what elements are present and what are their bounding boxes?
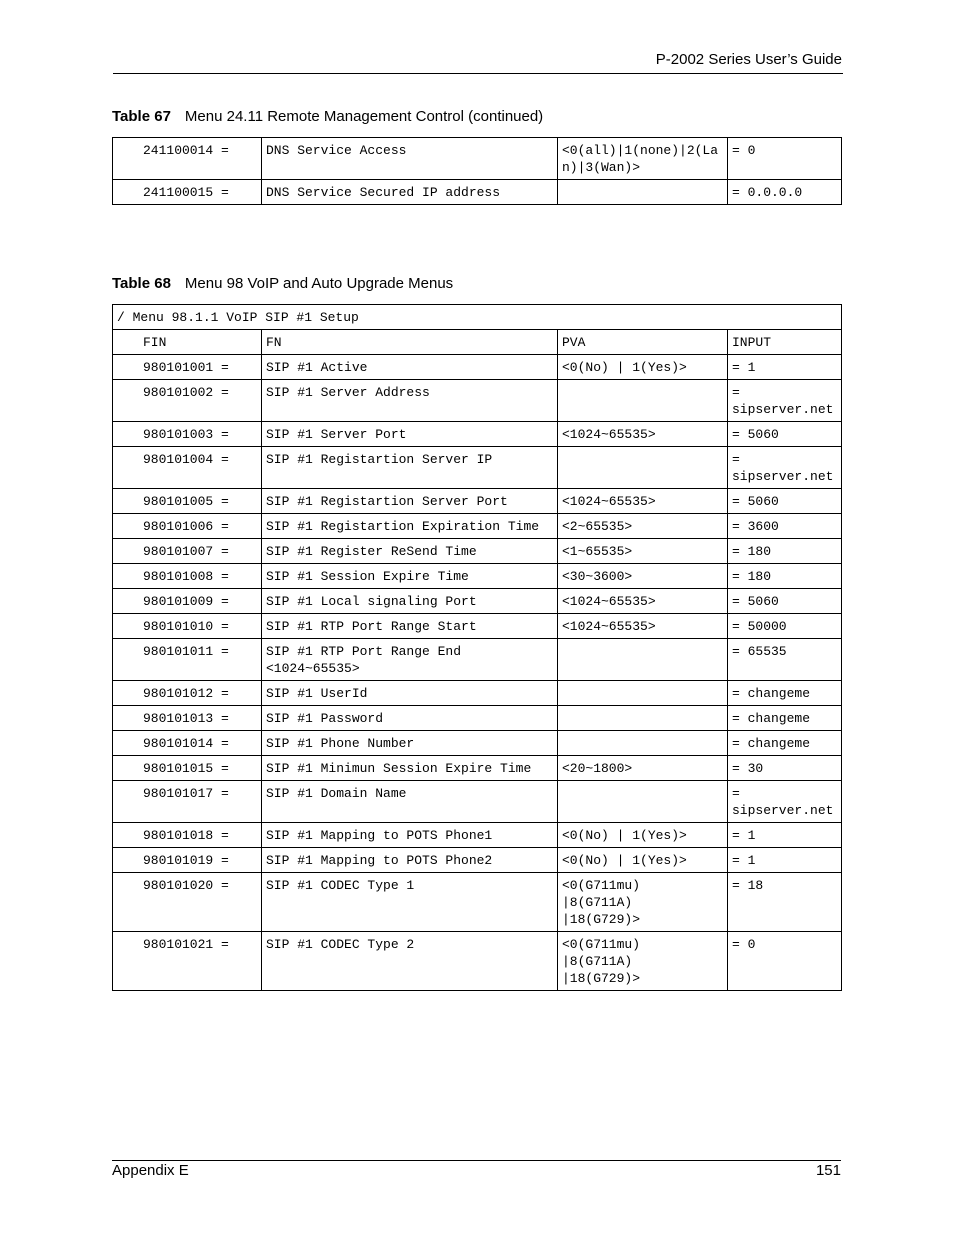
table-row [113, 639, 842, 681]
pva-cell: <0(No) | 1(Yes)> [558, 848, 728, 873]
column-header-fn: FN [262, 330, 558, 355]
fn-cell: SIP #1 Domain Name [262, 781, 558, 823]
pva-cell: <1024~65535> [558, 589, 728, 614]
fin-cell: 980101017 = [113, 781, 262, 823]
input-cell: = changeme [728, 706, 842, 731]
pva-cell: <1024~65535> [558, 422, 728, 447]
input-cell: = changeme [728, 731, 842, 756]
table-row [113, 706, 842, 731]
table-row [113, 422, 842, 447]
table68-caption-label: Table 68 [112, 275, 171, 292]
menu-title: / Menu 98.1.1 VoIP SIP #1 Setup [113, 305, 842, 330]
input-cell: = sipserver.net [728, 380, 842, 422]
fin-cell: 241100015 = [113, 180, 262, 205]
fin-cell: 980101021 = [113, 932, 262, 991]
input-cell: = 0.0.0.0 [728, 180, 842, 205]
fn-cell: SIP #1 Session Expire Time [262, 564, 558, 589]
pva-cell [558, 731, 728, 756]
footer-rule [112, 1160, 841, 1161]
table-row [113, 589, 842, 614]
pva-cell: <1024~65535> [558, 489, 728, 514]
fin-cell: 980101009 = [113, 589, 262, 614]
fin-cell: 980101004 = [113, 447, 262, 489]
fin-cell: 980101001 = [113, 355, 262, 380]
pva-cell [558, 180, 728, 205]
footer-page-number: 151 [815, 1162, 841, 1179]
table-row [113, 380, 842, 422]
input-cell: = 1 [728, 848, 842, 873]
fin-cell: 980101005 = [113, 489, 262, 514]
pva-cell: <20~1800> [558, 756, 728, 781]
pva-cell: <30~3600> [558, 564, 728, 589]
input-cell: = 3600 [728, 514, 842, 539]
table-row [113, 823, 842, 848]
pva-cell [558, 447, 728, 489]
fn-cell: SIP #1 Local signaling Port [262, 589, 558, 614]
fin-cell: 980101011 = [113, 639, 262, 681]
table-row [113, 180, 842, 205]
pva-cell: <2~65535> [558, 514, 728, 539]
table-row [113, 731, 842, 756]
input-cell: = sipserver.net [728, 781, 842, 823]
table-row [113, 781, 842, 823]
fn-cell: SIP #1 Phone Number [262, 731, 558, 756]
pva-cell: <0(G711mu) |8(G711A) |18(G729)> [558, 932, 728, 991]
fn-cell: SIP #1 Registartion Server IP [262, 447, 558, 489]
table67-caption-text: Menu 24.11 Remote Management Control (continued) [184, 108, 544, 125]
input-cell: = 1 [728, 823, 842, 848]
fn-cell: SIP #1 RTP Port Range Start [262, 614, 558, 639]
fn-cell: SIP #1 Minimun Session Expire Time [262, 756, 558, 781]
input-cell: = 180 [728, 539, 842, 564]
input-cell: = 65535 [728, 639, 842, 681]
input-cell: = 180 [728, 564, 842, 589]
header-rule [113, 73, 843, 74]
fin-cell: 980101012 = [113, 681, 262, 706]
fn-cell: SIP #1 Active [262, 355, 558, 380]
fin-cell: 980101015 = [113, 756, 262, 781]
fin-cell: 980101018 = [113, 823, 262, 848]
fin-cell: 980101014 = [113, 731, 262, 756]
table-row [113, 539, 842, 564]
input-cell: = 5060 [728, 589, 842, 614]
column-header-fin: FIN [113, 330, 262, 355]
input-cell: = 18 [728, 873, 842, 932]
fn-cell: SIP #1 Server Address [262, 380, 558, 422]
pva-cell: <1024~65535> [558, 614, 728, 639]
table-row [113, 355, 842, 380]
table67-caption-label: Table 67 [112, 108, 171, 125]
fn-cell: SIP #1 Server Port [262, 422, 558, 447]
table-row [113, 873, 842, 932]
pva-cell: <0(G711mu) |8(G711A) |18(G729)> [558, 873, 728, 932]
column-header-pva: PVA [558, 330, 728, 355]
fin-cell: 980101007 = [113, 539, 262, 564]
fin-cell: 980101019 = [113, 848, 262, 873]
input-cell: = changeme [728, 681, 842, 706]
input-cell: = 1 [728, 355, 842, 380]
table68-caption-text: Menu 98 VoIP and Auto Upgrade Menus [184, 275, 454, 292]
pva-cell [558, 706, 728, 731]
pva-cell [558, 380, 728, 422]
table67-body [113, 138, 842, 205]
fn-cell: DNS Service Secured IP address [262, 180, 558, 205]
fin-cell: 241100014 = [113, 138, 262, 180]
table-row [113, 447, 842, 489]
fn-cell: SIP #1 Password [262, 706, 558, 731]
pva-cell: <0(all)|1(none)|2(Lan)|3(Wan)> [558, 138, 728, 180]
fin-cell: 980101008 = [113, 564, 262, 589]
table68 [112, 304, 842, 991]
pva-cell: <1~65535> [558, 539, 728, 564]
fn-cell: DNS Service Access [262, 138, 558, 180]
table67 [112, 137, 842, 205]
table68-body [113, 305, 842, 991]
fin-cell: 980101020 = [113, 873, 262, 932]
input-cell: = 0 [728, 932, 842, 991]
table67-caption [112, 108, 543, 125]
table68-menu-title-row [113, 305, 842, 330]
running-header-title: P-2002 Series User’s Guide [655, 51, 842, 68]
table-row [113, 564, 842, 589]
input-cell: = 5060 [728, 422, 842, 447]
pva-cell: <0(No) | 1(Yes)> [558, 823, 728, 848]
table-row [113, 932, 842, 991]
input-cell: = 0 [728, 138, 842, 180]
fin-cell: 980101013 = [113, 706, 262, 731]
table-row [113, 681, 842, 706]
input-cell: = 5060 [728, 489, 842, 514]
fn-cell: SIP #1 UserId [262, 681, 558, 706]
fn-cell: SIP #1 Registartion Server Port [262, 489, 558, 514]
fn-cell: SIP #1 CODEC Type 1 [262, 873, 558, 932]
fn-cell: SIP #1 Register ReSend Time [262, 539, 558, 564]
table-row [113, 489, 842, 514]
footer-section: Appendix E [112, 1162, 189, 1179]
table-row [113, 514, 842, 539]
fn-cell: SIP #1 Registartion Expiration Time [262, 514, 558, 539]
table68-caption [112, 275, 453, 292]
column-header-input: INPUT [728, 330, 842, 355]
fin-cell: 980101003 = [113, 422, 262, 447]
pva-cell [558, 639, 728, 681]
fin-cell: 980101006 = [113, 514, 262, 539]
fn-cell: SIP #1 Mapping to POTS Phone1 [262, 823, 558, 848]
table68-header-row [113, 330, 842, 355]
table-row [113, 848, 842, 873]
fn-cell: SIP #1 CODEC Type 2 [262, 932, 558, 991]
input-cell: = 50000 [728, 614, 842, 639]
fin-cell: 980101010 = [113, 614, 262, 639]
table-row [113, 614, 842, 639]
table-row [113, 756, 842, 781]
pva-cell [558, 781, 728, 823]
input-cell: = sipserver.net [728, 447, 842, 489]
input-cell: = 30 [728, 756, 842, 781]
table-row [113, 138, 842, 180]
pva-cell [558, 681, 728, 706]
pva-cell: <0(No) | 1(Yes)> [558, 355, 728, 380]
fn-cell: SIP #1 RTP Port Range End <1024~65535> [262, 639, 558, 681]
fn-cell: SIP #1 Mapping to POTS Phone2 [262, 848, 558, 873]
fin-cell: 980101002 = [113, 380, 262, 422]
